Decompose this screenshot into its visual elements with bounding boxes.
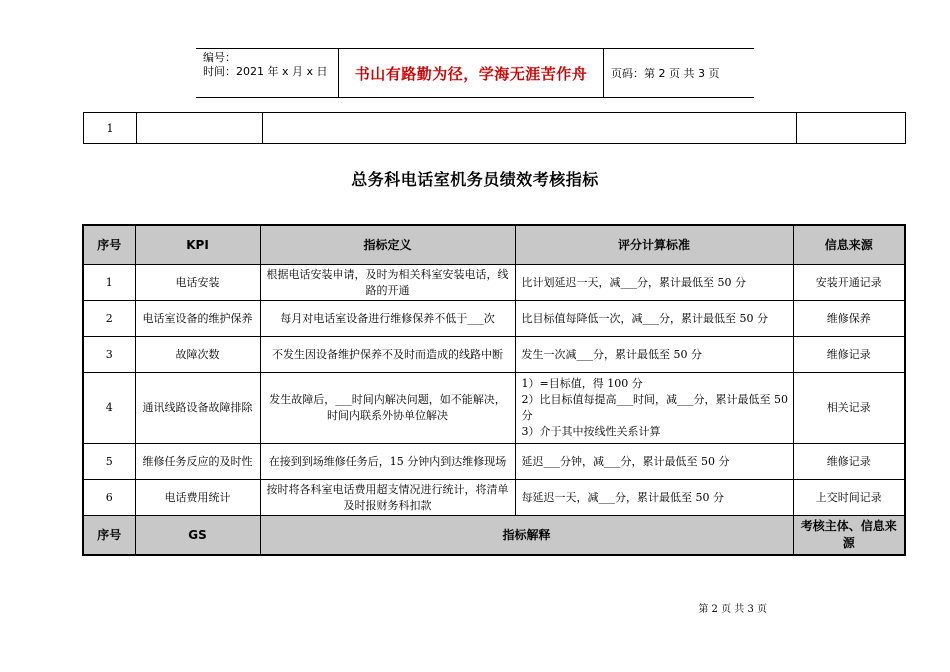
row-definition: 发生故障后，___时间内解决问题，如不能解决，时间内联系外协单位解决 [260,373,515,444]
row-score: 发生一次减___分，累计最低至 50 分 [515,337,793,373]
empty-cell [797,113,905,143]
table-row [83,265,905,301]
header-meta [196,49,338,97]
page-footer [0,600,950,615]
header-cell: 信息来源 [793,225,905,265]
header-cell: 指标定义 [260,225,515,265]
header-cell: 评分计算标准 [515,225,793,265]
row-definition: 在接到到场维修任务后，15 分钟内到达维修现场 [260,444,515,480]
table-row [83,301,905,337]
page-header [196,48,754,98]
row-no: 2 [83,301,135,337]
header-cell: KPI [135,225,260,265]
row-no: 1 [83,265,135,301]
table-row [83,373,905,444]
motto: 书山有路勤为径，学海无涯苦作舟 [338,49,604,97]
footer-page-number: 第 2 页 共 3 页 [698,604,767,615]
row-kpi: 电话安装 [135,265,260,301]
row-source: 安装开通记录 [793,265,905,301]
page-title: 总务科电话室机务员绩效考核指标 [351,170,599,189]
row-score: 比目标值每降低一次，减___分，累计最低至 50 分 [515,301,793,337]
row-score: 每延迟一天，减___分，累计最低至 50 分 [515,480,793,516]
row-no: 6 [83,480,135,516]
empty-cell [137,113,263,143]
table-row [83,444,905,480]
score-line: 2）比目标值每提高___时间，减___分，累计最低至 50 分 [521,393,788,422]
kpi-table [82,224,906,556]
row-no: 5 [83,444,135,480]
gs-header-cell: 指标解释 [260,516,793,556]
empty-cell [263,113,797,143]
row-no: 3 [83,337,135,373]
previous-table-row [83,112,906,144]
row-score: 比计划延迟一天，减___分，累计最低至 50 分 [515,265,793,301]
row-kpi: 故障次数 [135,337,260,373]
score-line: 1）=目标值，得 100 分 [521,377,643,390]
table-row [83,337,905,373]
row-source: 维修记录 [793,444,905,480]
gs-header-row [83,516,905,556]
row-definition: 每月对电话室设备进行维修保养不低于___次 [260,301,515,337]
code-label: 编号： [203,51,236,64]
row-score: 延迟___分钟，减___分，累计最低至 50 分 [515,444,793,480]
table-row [83,480,905,516]
row-score [515,373,793,444]
row-source: 维修保养 [793,301,905,337]
row-source: 上交时间记录 [793,480,905,516]
row-index: 1 [84,113,137,143]
row-no: 4 [83,373,135,444]
row-kpi: 电话费用统计 [135,480,260,516]
page-number-text: 页码：第 2 页 共 3 页 [611,67,720,80]
row-definition: 不发生因设备维护保养不及时而造成的线路中断 [260,337,515,373]
row-definition: 按时将各科室电话费用超支情况进行统计，将清单及时报财务科扣款 [260,480,515,516]
row-source: 维修记录 [793,337,905,373]
row-definition: 根据电话安装申请，及时为相关科室安装电话，线路的开通 [260,265,515,301]
row-kpi: 通讯线路设备故障排除 [135,373,260,444]
gs-header-cell: 序号 [83,516,135,556]
gs-header-cell: 考核主体、信息来源 [793,516,905,556]
gs-header-cell: GS [135,516,260,556]
header-cell: 序号 [83,225,135,265]
row-source: 相关记录 [793,373,905,444]
row-kpi: 维修任务反应的及时性 [135,444,260,480]
score-line: 3）介于其中按线性关系计算 [521,425,661,438]
time-text: 时间：2021 年 x 月 x 日 [203,65,328,78]
table-header-row [83,225,905,265]
row-kpi: 电话室设备的维护保养 [135,301,260,337]
